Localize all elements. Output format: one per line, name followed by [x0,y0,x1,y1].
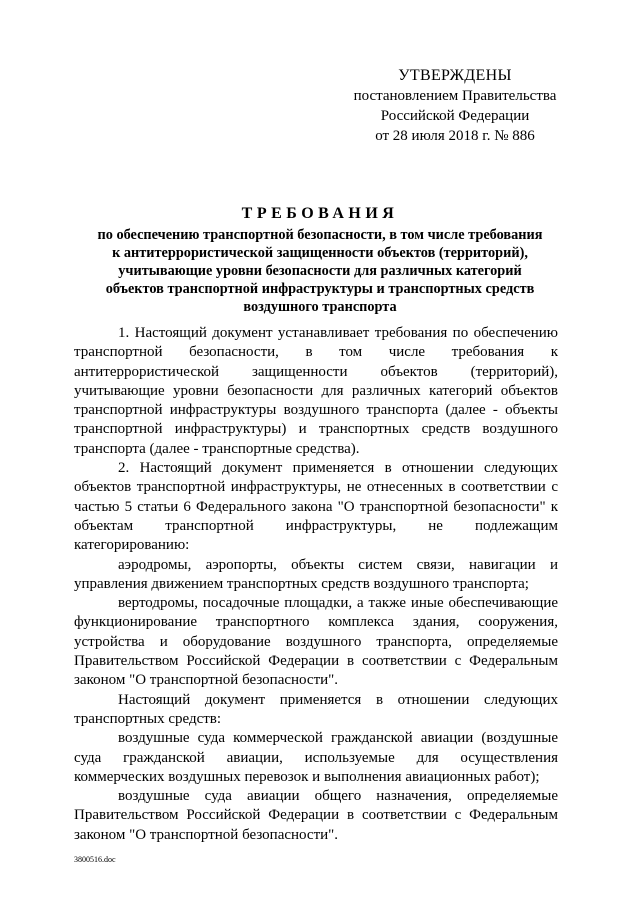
document-title: ТРЕБОВАНИЯ [241,205,399,222]
approval-title: УТВЕРЖДЕНЫ [398,67,512,84]
paragraph-7: воздушные суда авиации общего назначения, определяемые Правительством Российской Федерации в соответствии с Федеральным законом "О транспортной безопасности". [74,788,558,843]
document-heading [60,204,580,316]
approval-line-2: Российской Федерации [380,108,530,124]
approval-line-1: постановлением Правительства [353,88,557,104]
approval-stamp [330,66,580,146]
paragraph-2: 2. Настоящий документ применяется в отношении следующих объектов транспортной инфраструктуры, не отнесенных в соответствии с частью 5 статьи 6 Федерального закона "О транспортной безопасности" к объектам транспортной инфраструктуры, не подлежащим категорированию: [74,460,558,554]
paragraph-1: 1. Настоящий документ устанавливает требования по обеспечению транспортной безопасности, в том числе требования к антитеррористической защищенности объектов (территорий), учитывающие уровни безопасности для различных категорий объектов транспортной инфраструктуры воздушного транспорта (далее - объекты транспортной инфраструктуры) и транспортных средств воздушного транспорта (далее - транспортные средства). [74,325,558,457]
paragraph-5: Настоящий документ применяется в отношении следующих транспортных средств: [74,691,558,727]
subtitle-line-5: воздушного транспорта [243,299,397,315]
paragraph-4: вертодромы, посадочные площадки, а также иные обеспечивающие функционирование транспортного комплекса здания, сооружения, устройства и оборудование воздушного транспорта, определяемые Правительством Российской Федерации в соответствии с Федеральным законом "О транспортной безопасности". [74,595,558,689]
subtitle-line-4: объектов транспортной инфраструктуры и транспортных средств [105,281,535,297]
paragraph-6: воздушные суда коммерческой гражданской авиации (воздушные суда гражданской авиации, используемые для осуществления коммерческих воздушных перевозок и выполнения авиационных работ); [74,730,558,785]
paragraph-3: аэродромы, аэропорты, объекты систем связи, навигации и управления движением транспортных средств воздушного транспорта; [74,556,558,592]
document-body [74,324,558,845]
document-file-code: 3800516.doc [74,855,116,864]
approval-line-3: от 28 июля 2018 г. № 886 [375,128,535,144]
subtitle-line-1: по обеспечению транспортной безопасности, в том числе требования [97,227,543,243]
subtitle-line-2: к антитеррористической защищенности объектов (территорий), [112,245,528,261]
subtitle-line-3: учитывающие уровни безопасности для различных категорий [118,263,522,279]
